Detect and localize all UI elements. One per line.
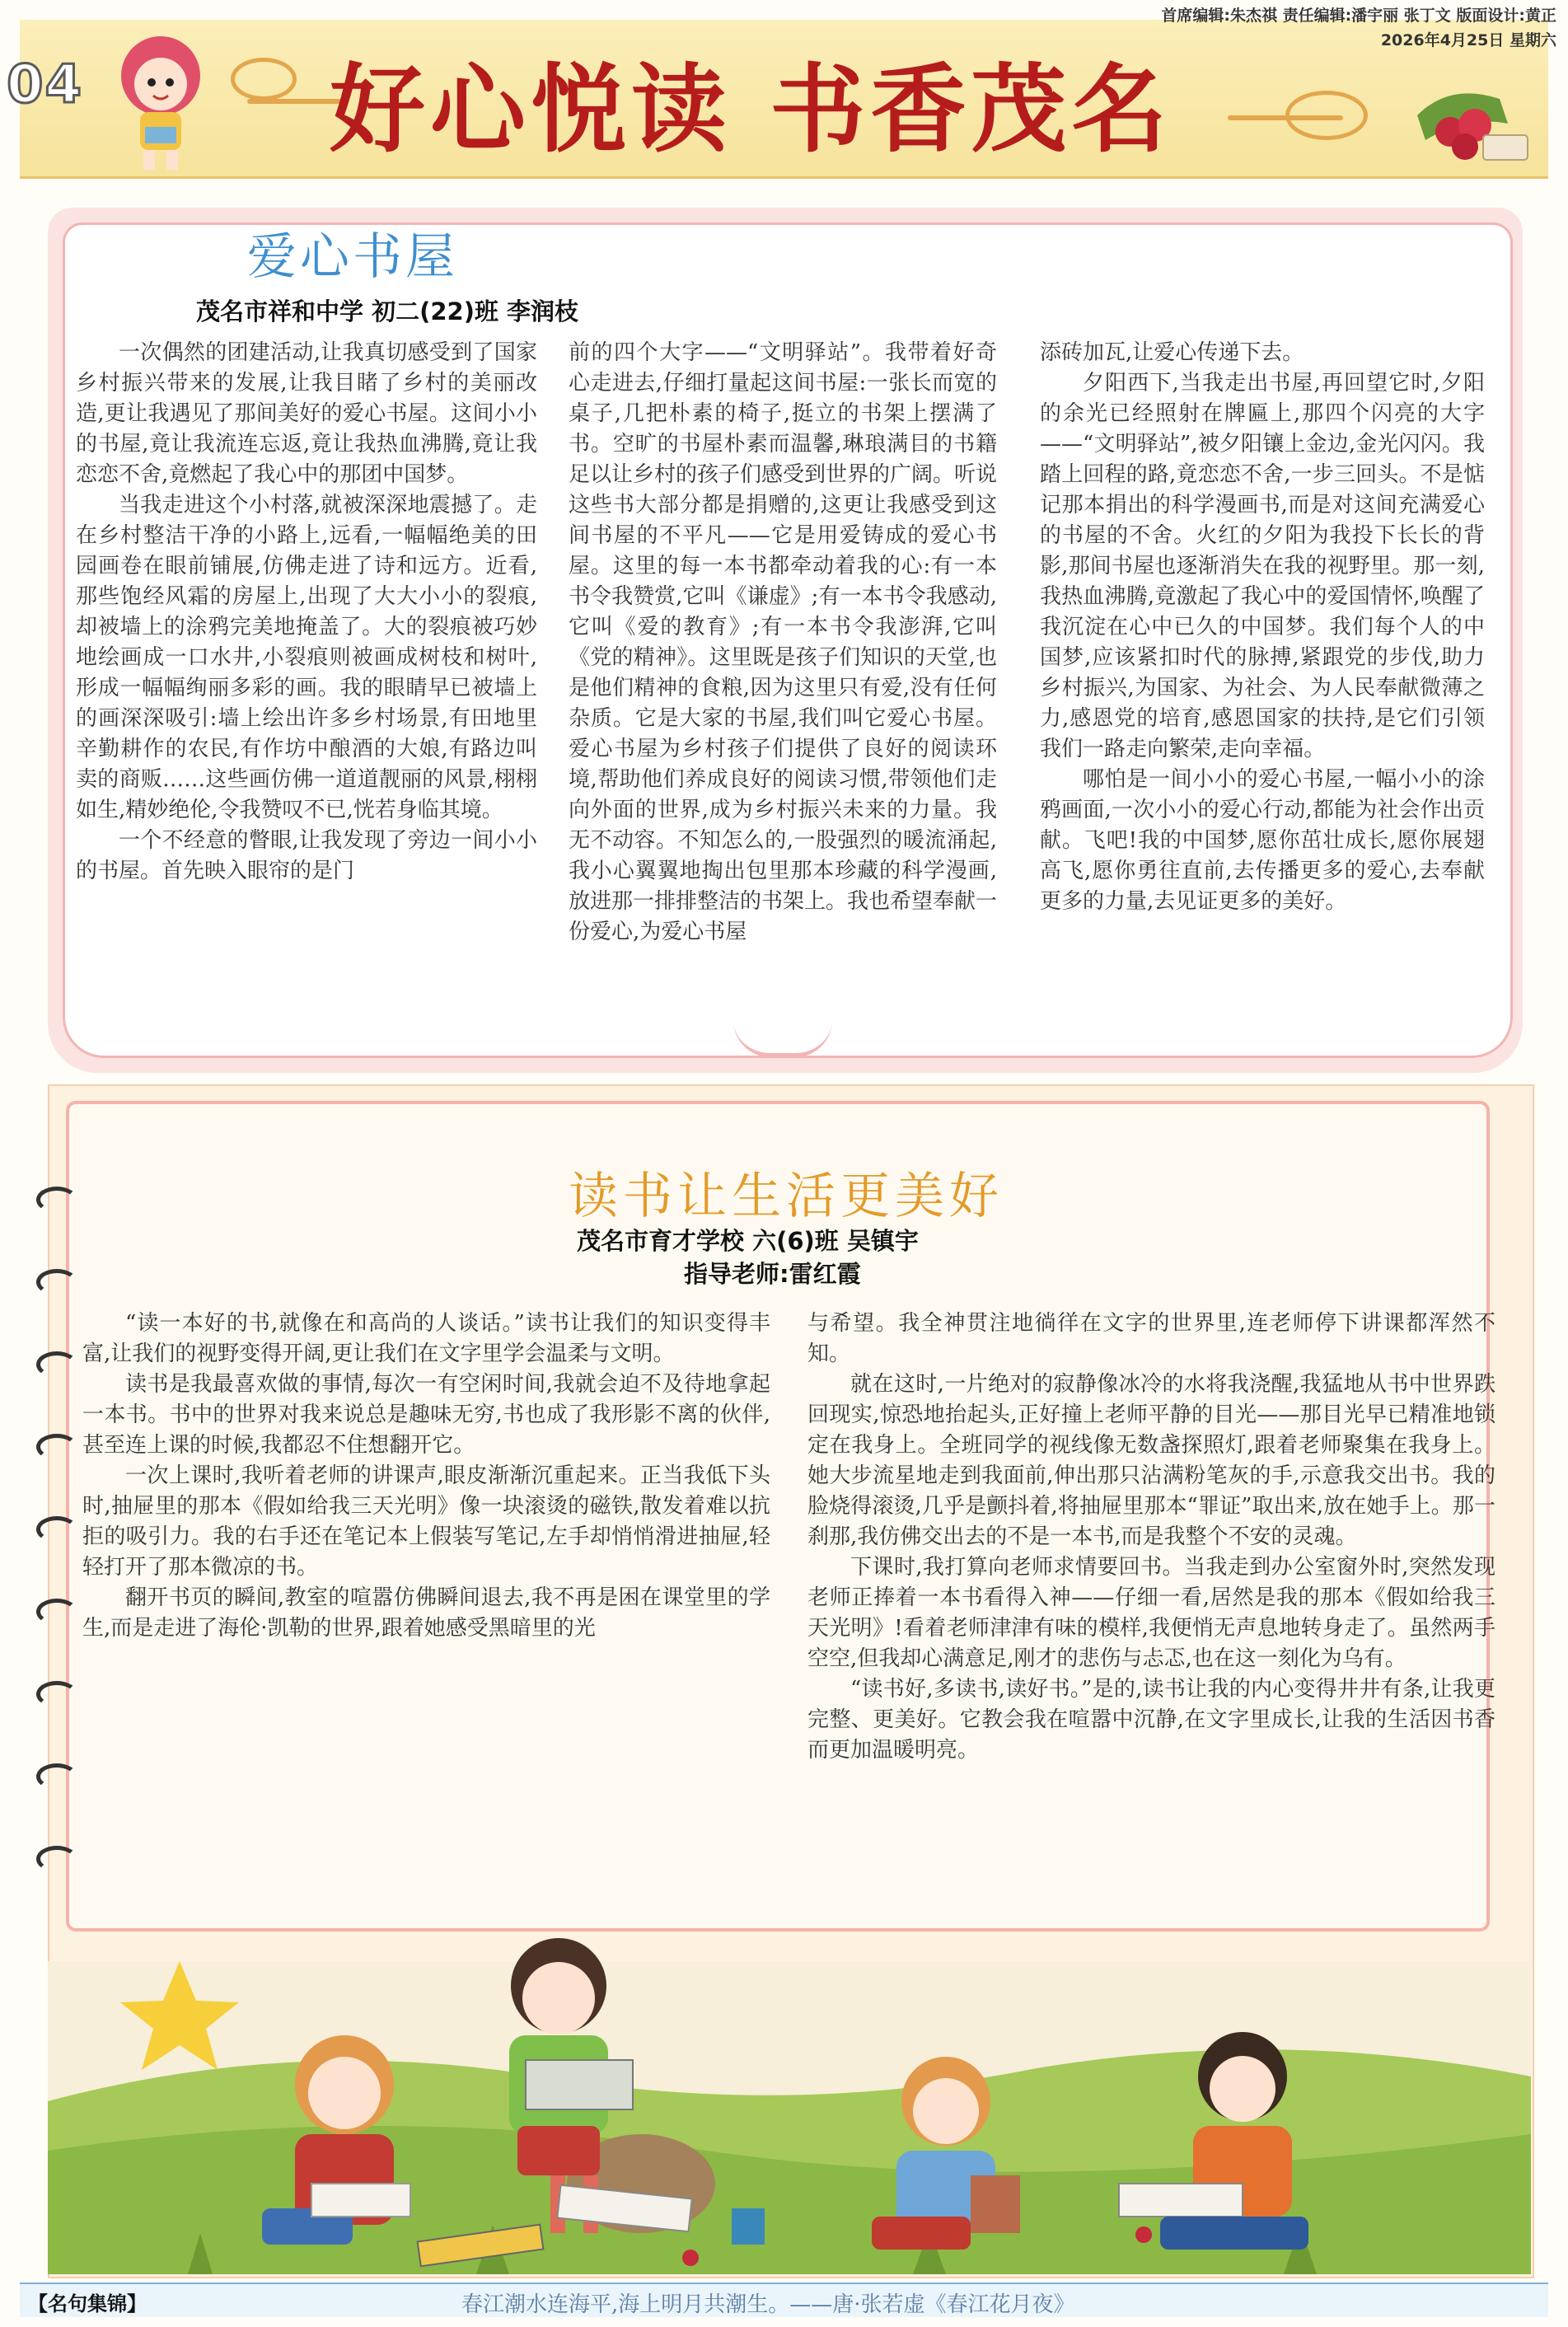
article2-column-2 — [807, 1309, 1495, 1852]
article1-byline: 茂名市祥和中学 初二(22)班 李润枝 — [196, 297, 579, 325]
paragraph: 下课时,我打算向老师求情要回书。当我走到办公室窗外时,突然发现老师正捧着一本书看得入神——仔细一看,居然是我的那本《假如给我三天光明》!看着老师津津有味的模样,我便悄无声息地转身走了。虽然两手空空,但我却心满意足,刚才的悲伤与忐忑,也在这一刻化为乌有。 — [807, 1555, 1495, 1671]
article1-title: 爱心书屋 — [247, 228, 458, 286]
article1-column-1 — [76, 338, 537, 997]
paragraph: 当我走进这个小村落,就被深深地震撼了。走在乡村整洁干净的小路上,远看,一幅幅绝美的田园画卷在眼前铺展,仿佛走进了诗和远方。近看,那些饱经风霜的房屋上,出现了大大小小的裂痕,却被墙上的涂鸦完美地掩盖了。大的裂痕被巧妙地绘画成一口水井,小裂痕则被画成树枝和树叶,形成一幅幅绚丽多彩的画。我的眼睛早已被墙上的画深深吸引:墙上绘出许多乡村场景,有田地里辛勤耕作的农民,有作坊中酿酒的大娘,有路边叫卖的商贩……这些画仿佛一道道靓丽的风景,栩栩如生,精妙绝伦,令我赞叹不已,恍若身临其境。 — [76, 493, 537, 822]
paragraph: 夕阳西下,当我走出书屋,再回望它时,夕阳的余光已经照射在牌匾上,那四个闪亮的大字——“文明驿站”,被夕阳镶上金边,金光闪闪。我踏上回程的路,竟恋恋不舍,一步三回头。不是惦记那本捐出的科学漫画书,而是对这间充满爱心的书屋的不舍。火红的夕阳为我投下长长的背影,那间书屋也逐渐消失在我的视野里。那一刻,我热血沸腾,竟激起了我心中的爱国情怀,唤醒了我沉淀在心中已久的中国梦。我们每个人的中国梦,应该紧扣时代的脉搏,紧跟党的步伐,助力乡村振兴,为国家、为社会、为人民奉献微薄之力,感恩党的培育,感恩国家的扶持,是它们引领我们一路走向繁荣,走向幸福。 — [1040, 371, 1485, 761]
paragraph: “读一本好的书,就像在和高尚的人谈话。”读书让我们的知识变得丰富,让我们的视野变得开阔,更让我们在文字里学会温柔与文明。 — [82, 1311, 770, 1366]
paragraph: 前的四个大字——“文明驿站”。我带着好奇心走进去,仔细打量起这间书屋:一张长而宽的桌子,几把朴素的椅子,挺立的书架上摆满了书。空旷的书屋朴素而温馨,琳琅满目的书籍足以让乡村的孩子们感受到世界的广阔。听说这些书大部分都是捐赠的,这更让我感受到这间书屋的不平凡——它是用爱铸成的爱心书屋。这里的每一本书都牵动着我的心:有一本书令我赞赏,它叫《谦虚》;有一本书令我感动,它叫《爱的教育》;有一本书令我澎湃,它叫《党的精神》。这里既是孩子们知识的天堂,也是他们精神的食粮,因为这里只有爱,没有任何杂质。它是大家的书屋,我们叫它爱心书屋。爱心书屋为乡村孩子们提供了良好的阅读环境,帮助他们养成良好的阅读习惯,带领他们走向外面的世界,成为乡村振兴未来的力量。我无不动容。不知怎么的,一股强烈的暖流涌起,我小心翼翼地掏出包里那本珍藏的科学漫画,放进那一排排整洁的书架上。我也希望奉献一份爱心,为爱心书屋 — [569, 340, 997, 944]
lychee-icon — [1401, 66, 1533, 165]
masthead-title: 好心悦读 书香茂名 — [330, 54, 1172, 166]
page-number: 04 — [7, 54, 84, 115]
notebook-ring-icon — [36, 1187, 77, 1213]
article2-teacher: 指导老师:雷红霞 — [684, 1260, 861, 1288]
notebook-ring-icon — [36, 1599, 77, 1625]
cloud-swirl-icon — [231, 58, 297, 101]
notebook-ring-icon — [36, 1516, 77, 1543]
credits-editors: 首席编辑:朱杰祺 责任编辑:潘宇丽 张丁文 版面设计:黄正 — [1161, 7, 1556, 25]
paragraph: 翻开书页的瞬间,教室的喧嚣仿佛瞬间退去,我不再是困在课堂里的学生,而是走进了海伦·凯勒的世界,跟着她感受黑暗里的光 — [82, 1585, 770, 1641]
paragraph: 一次上课时,我听着老师的讲课声,眼皮渐渐沉重起来。正当我低下头时,抽屉里的那本《假如给我三天光明》像一块滚烫的磁铁,散发着难以抗拒的吸引力。我的右手还在笔记本上假装写笔记,左手却悄悄滑进抽屉,轻轻打开了那本微凉的书。 — [82, 1463, 770, 1580]
paragraph: 读书是我最喜欢做的事情,每次一有空闲时间,我就会迫不及待地拿起一本书。书中的世界对我来说总是趣味无穷,书也成了我形影不离的伙伴,甚至连上课的时候,我都忍不住想翻开它。 — [82, 1372, 770, 1458]
notebook-ring-icon — [36, 1351, 77, 1378]
notebook-ring-icon — [36, 1434, 77, 1460]
article2-column-1 — [82, 1309, 770, 1663]
paragraph: 与希望。我全神贯注地徜徉在文字的世界里,连老师停下讲课都浑然不知。 — [807, 1311, 1495, 1366]
paragraph: 添砖加瓦,让爱心传递下去。 — [1040, 340, 1304, 365]
mascot-girl-icon — [115, 26, 206, 173]
article2-title: 读书让生活更美好 — [569, 1168, 1004, 1225]
paragraph: 一次偶然的团建活动,让我真切感受到了国家乡村振兴带来的发展,让我目睹了乡村的美丽改造,更让我遇见了那间美好的爱心书屋。这间小小的书屋,竟让我流连忘返,竟让我热血沸腾,竟让我恋恋不舍,竟燃起了我心中的那团中国梦。 — [76, 340, 537, 487]
article1-column-3 — [1040, 338, 1485, 997]
paragraph: 就在这时,一片绝对的寂静像冰冷的水将我浇醒,我猛地从书中世界跌回现实,惊恐地抬起头,正好撞上老师平静的目光——那目光早已精准地锁定在我身上。全班同学的视线像无数盏探照灯,跟着老师聚集在我身上。她大步流星地走到我面前,伸出那只沾满粉笔灰的手,示意我交出书。我的脸烧得滚烫,几乎是颤抖着,将抽屉里那本“罪证”取出来,放在她手上。那一刹那,我仿佛交出去的不是一本书,而是我整个不安的灵魂。 — [807, 1372, 1495, 1549]
credits — [1161, 3, 1556, 53]
paragraph: 哪怕是一间小小的爱心书屋,一幅小小的涂鸦画面,一次小小的爱心行动,都能为社会作出贡献。飞吧!我的中国梦,愿你茁壮成长,愿你展翅高飞,愿你勇往直前,去传播更多的爱心,去奉献更多的力量,去见证更多的美好。 — [1040, 767, 1485, 914]
cloud-swirl-icon — [1228, 115, 1343, 120]
article2-byline: 茂名市育才学校 六(6)班 吴镇宇 — [577, 1227, 919, 1255]
footer-tag: 【名句集锦】 — [28, 2292, 147, 2315]
paragraph: “读书好,多读书,读好书。”是的,读书让我的内心变得井井有条,让我更完整、更美好。它教会我在喧嚣中沉静,在文字里成长,让我的生活因书香而更加温暖明亮。 — [807, 1677, 1495, 1763]
article1-column-2 — [569, 338, 997, 997]
credits-date: 2026年4月25日 星期六 — [1380, 31, 1556, 49]
footer-quote: 春江潮水连海平,海上明月共潮生。——唐·张若虚《春江花月夜》 — [461, 2292, 1075, 2317]
notebook-ring-icon — [36, 1269, 77, 1295]
paragraph: 一个不经意的瞥眼,让我发现了旁边一间小小的书屋。首先映入眼帘的是门 — [76, 828, 537, 883]
